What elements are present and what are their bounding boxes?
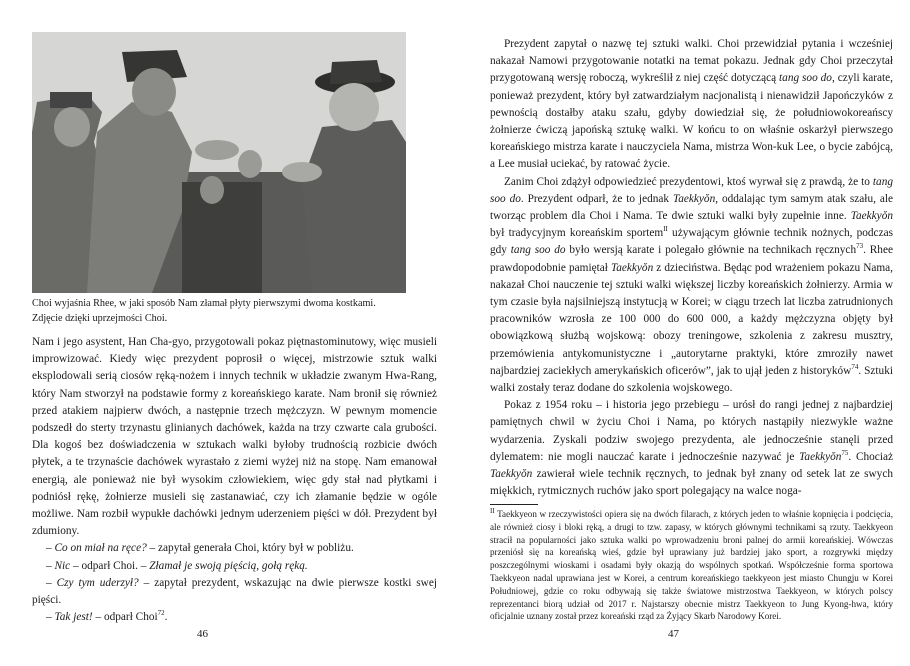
paragraph: Nam i jego asystent, Han Cha-gyo, przygotowali pokaz piętnastominutowy, więc musieli improwizować. Kiedy więc prezydent poprosił o więcej, mistrzowie sztuk walki eksplodowali serią ciosów ręką-nożem i innych technik w układzie zwanym Hwa-Rang, który Nam stworzył na podstawie formy z koreańskiego karate. Nam bronił się również przed atakiem najpierw dwóch, a następnie trzech mężczyzn. W pewnym momencie podszedł do sterty trzynastu glinianych dachówek, każda na trzy czwarte cala grubości. Dla kogoś bez doświadczenia w sztukach walki byłoby trudnością rozbicie dwóch płytek, a te trzynaście dachówek wyrastało z ziemi wyżej niż na stopę. Nam emanował energią, ale ponieważ nie był wysokim człowiekiem, więc gdy stał nad płytkami i podniósł rękę, żołnierze musieli się zastanawiać, czy ich złamanie będzie w ogóle możliwe. Nam rozbił wypukłe dachówki jednym uderzeniem pięści w dół. Prezydent był zdumiony. [32,336,437,538]
italic-term: Taekkyŏn [850,210,893,223]
text-run: Zanim Choi zdążył odpowiedzieć prezydentowi, ktoś wyrwał się z prawdą, że to [504,175,873,188]
text-run: z dzieciństwa. Będąc pod wrażeniem pokazu Nama, nakazał Choi nauczenie tej sztuki walki większej liczby koreańskich żołnierzy. Armia w tym czasie była najsilniejszą instytucją w Korei; w ciągu trzech lat liczba zatrudnionych pracowników wzrosła ze 100 000 do 600 000, a każdy mężczyzna objęty był obowiązkową służbą wojskową: obozy treningowe, szkolenia z zakresu musztry, przemówienia antykomunistyczne i „autorytarne praktyki, które zmroziły nawet najbardziej zaciekłych amerykańskich oficerów”, jak to ujął jeden z historyków [490,261,894,377]
quote-italic: Co on miał na ręce? [54,542,147,555]
footnote-marker: II [490,506,495,515]
quote-italic: Złamał je swoją pięścią, gołą ręką. [149,559,308,572]
left-body-text [32,334,437,626]
text-run: było wersją karate i polegało głównie na technikach ręcznych [565,244,857,257]
caption-line: Choi wyjaśnia Rhee, w jaki sposób Nam złamał płyty pierwszymi dwoma kostkami. [32,298,376,309]
dialogue-line [32,540,437,557]
dash: – [46,611,55,624]
footnote-divider [490,504,538,505]
italic-term: tang soo do [490,175,893,205]
footnote-text: Taekkyeon w rzeczywistości opiera się na dwóch filarach, z których jeden to właśnie kopnięcia i podcięcia, ale również ciosy i bloki ręką, a drugi to tzw. zapasy, w których głównymi technikami są rzuty. Taekkyeon stracił na popularności jako sztuka walki po wprowadzeniu broni palnej do armii koreańskiej. Wówczas przeniósł się na koreańską wieś, gdzie był uprawiany już bardziej jako sport, a rozgrywki między poszczególnymi wioskami i osadami były okazją do wspólnych spotkań. Współcześnie forma sportowa Taekkyeon nadal uprawiana jest w Korei, a centrum koreańskiego taekkyeon jest miasto Chungju w Korei Południowej, gdzie co roku odbywają się także światowe mistrzostwa Taekkyeon, w których polscy reprezentanci biorą udział od 2017 r. Najstarszy obecnie mistrz Taekkyeon to Jung Kyong-hwa, który oficjalnie uznany został przez koreański rząd za Żyjący Skarb Narodowy Korei. [490,509,893,622]
dialogue-line [32,609,437,626]
text-run: używającym głównie technik nożnych, podczas gdy [490,227,893,257]
dialogue-rest: – odparł Choi [92,611,158,624]
right-body-text [490,36,893,500]
paragraph [490,36,893,174]
quote-italic: Nic [54,559,71,572]
italic-term: Taekkyŏn [799,450,842,463]
text-run: . Prezydent odparł, że to jednak [520,192,673,205]
dialogue-end: . [164,611,168,624]
quote-italic: Czy tym uderzył? [56,576,139,589]
photo-caption [32,296,432,326]
page-number: 46 [197,628,208,640]
italic-term: Taekkyŏn [672,192,716,205]
footnote-ref[interactable]: 74 [851,363,859,372]
quote-italic: Tak jest! [54,611,93,624]
paragraph [490,397,893,500]
photo-illustration [32,32,406,293]
footnote-ref[interactable]: 73 [856,242,864,251]
right-page [455,0,910,666]
text-run: . Rhee prawdopodobnie pamiętał [490,244,893,274]
dialogue-line [32,558,437,575]
page-number: 47 [668,628,679,640]
footnote-ref[interactable]: 75 [841,449,849,458]
historical-photograph [32,32,406,293]
italic-term: Taekkyŏn [490,468,533,481]
dialogue-line [32,575,437,609]
dash: – [46,559,55,572]
text-run: , czyli karate, ponieważ prezydent, który był zatwardziałym nacjonalistą i nienawidził Japończyków z pewnością dostałby ataku szału, gdyby dowiedział się, że południowokoreańscy żołnierze ćwiczą japońską sztukę walki. W końcu to on właśnie oskarżył pierwszego koreańskiego mistrza karate i nauczyciela Nama, mistrza Won-kuk Lee, o bycie zabójcą, a Lee musiał uciekać, by ratować życie. [490,72,893,171]
paragraph [490,174,893,398]
text-run: , oddalając tym samym atak szału, ale tworząc problem dla Choi i Nama. Te dwie sztuki walki były zupełnie inne. [490,192,893,223]
text-run: . Chociaż [848,450,893,463]
dash: – [46,576,57,589]
text-run: Pokaz z 1954 roku – i historia jego przebiegu – urósł do rangi jednej z najbardziej pamiętnych chwil w życiu Choi i Nama, po których nastąpiły niezwykle ważne wydarzenia. Zyskali podziw swojego prezydenta, ale jednocześnie stanęli przed dylematem: nie mogli nauczać karate i jednocześnie nazywać je [490,399,893,463]
footnote [490,508,893,623]
dialogue-rest: – zapytał generała Choi, który był w pobliżu. [146,542,354,555]
text-run: był tradycyjnym koreańskim sportem [490,227,664,240]
dialogue-rest: – zapytał prezydent, wskazując na dwie pierwsze kostki swej pięści. [32,576,437,607]
footnote-ref[interactable]: II [663,225,668,234]
text-run: . Sztuki walki zostały teraz dodane do szkolenia wojskowego. [490,364,893,395]
italic-term: Taekkyŏn [610,261,654,274]
text-run: zawierał wiele technik ręcznych, to jednak był znany od setek lat ze swych miękkich, rytmicznych ruchów jako sport polegający na walce noga- [490,468,893,498]
italic-term: tang soo do [510,244,566,257]
italic-term: tang soo do [779,72,832,85]
footnote-ref[interactable]: 72 [157,609,165,618]
dash: – [46,542,55,555]
dialogue-rest: – odparł Choi. – [70,559,150,572]
text-run: Prezydent zapytał o nazwę tej sztuki walki. Choi przewidział pytania i wcześniej nakazał Namowi przygotowanie notatki na temat pokazu. Jednak gdy Choi przeczytał przygotowaną wersję roboczą, wykreślił z niej część dotyczącą [490,38,893,85]
caption-credit: Zdjęcie dzięki uprzejmości Choi. [32,313,168,324]
